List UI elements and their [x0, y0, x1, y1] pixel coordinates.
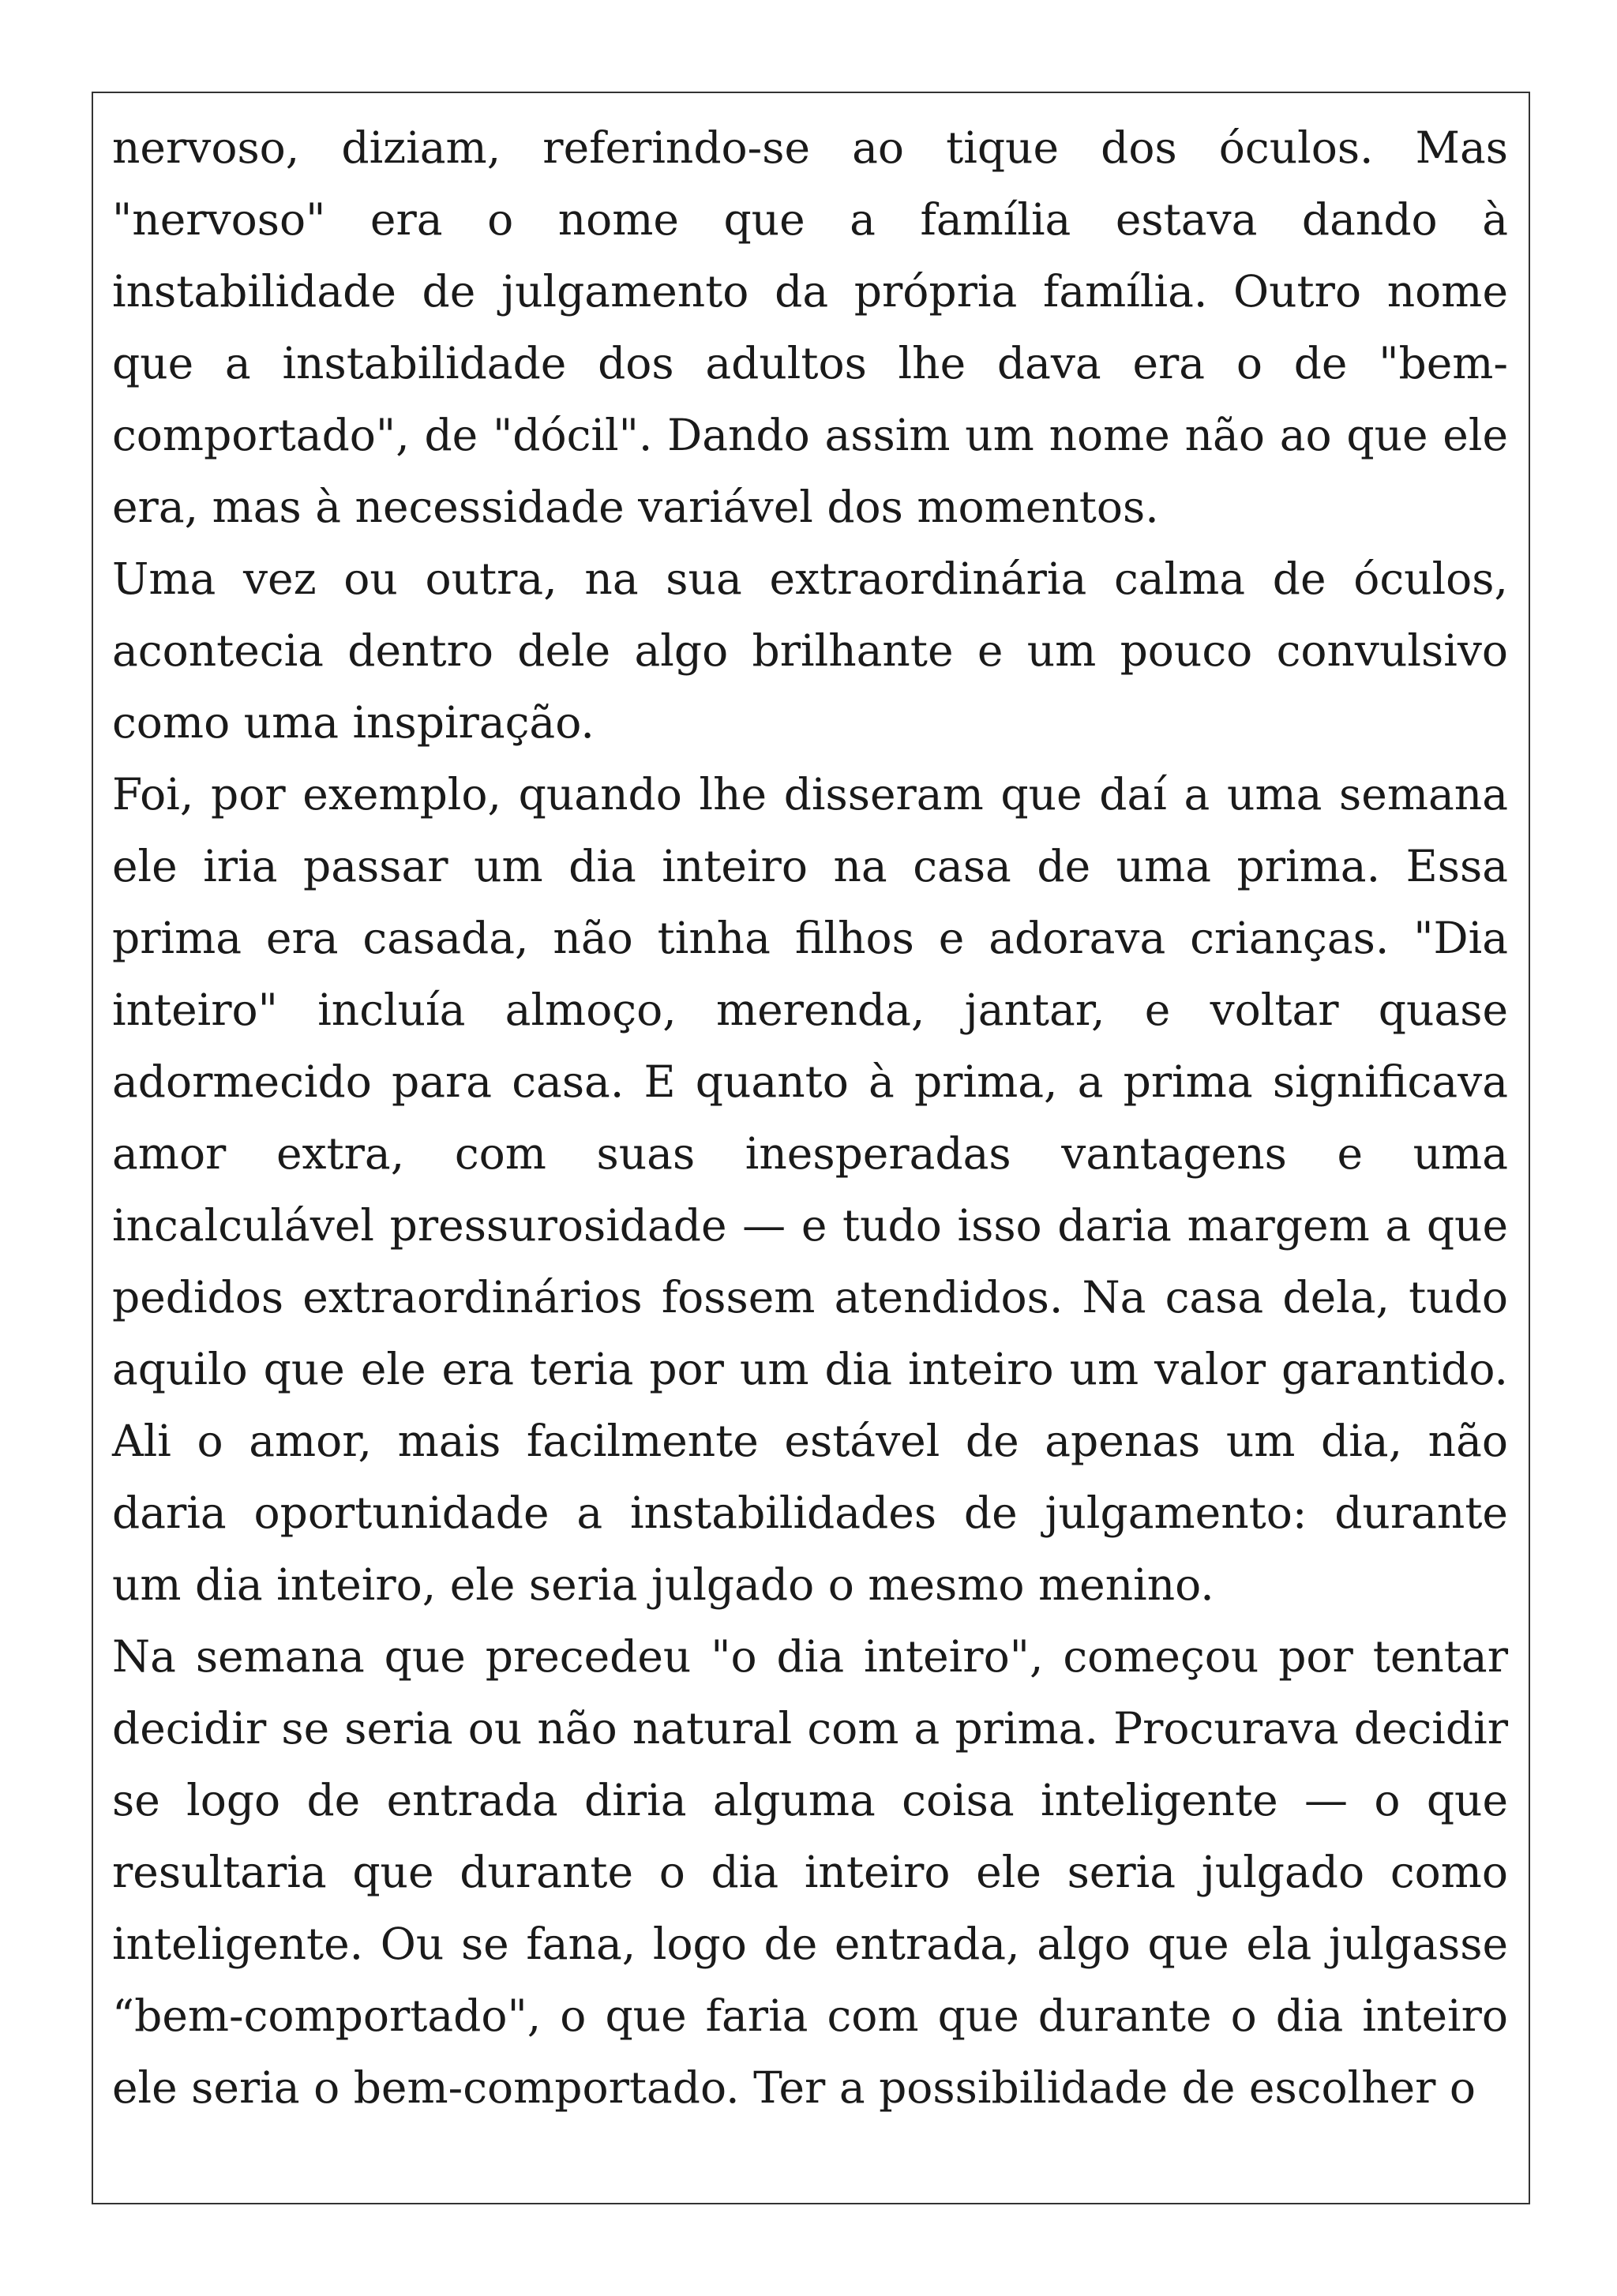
paragraph-2: Uma vez ou outra, na sua extraordinária calma de óculos, acontecia dentro dele algo brilhante e um pouco convulsivo como uma inspiração. [112, 553, 1508, 748]
paragraph-3: Foi, por exemplo, quando lhe disseram que daí a uma semana ele iria passar um dia inteiro na casa de uma prima. Essa prima era casada, não tinha filhos e adorava crianças. "Dia inteiro" incluía almoço, merenda, jantar, e voltar quase adormecido para casa. E quanto à prima, a prima significava amor extra, com suas inesperadas vantagens e uma incalculável pressurosidade — e tudo isso daria margem a que pedidos extraordinários fossem atendidos. Na casa dela, tudo aquilo que ele era teria por um dia inteiro um valor garantido. Ali o amor, mais facilmente estável de apenas um dia, não daria oportunidade a instabilidades de julgamento: durante um dia inteiro, ele seria julgado o mesmo menino. [112, 769, 1508, 1610]
page-frame [92, 92, 1530, 2204]
body-text [112, 112, 1508, 2124]
paragraph-4: Na semana que precedeu "o dia inteiro", começou por tentar decidir se seria ou não natural com a prima. Procurava decidir se logo de entrada diria alguma coisa inteligente — o que resultaria que durante o dia inteiro ele seria julgado como inteligente. Ou se fana, logo de entrada, algo que ela julgasse “bem-comportado", o que faria com que durante o dia inteiro ele seria o bem-comportado. Ter a possibilidade de escolher o [112, 1631, 1508, 2113]
paragraph-1: nervoso, diziam, referindo-se ao tique dos óculos. Mas "nervoso" era o nome que a família estava dando à instabilidade de julgamento da própria família. Outro nome que a instabilidade dos adultos lhe dava era o de "bem-comportado", de "dócil". Dando assim um nome não ao que ele era, mas à necessidade variável dos momentos. [112, 122, 1508, 532]
